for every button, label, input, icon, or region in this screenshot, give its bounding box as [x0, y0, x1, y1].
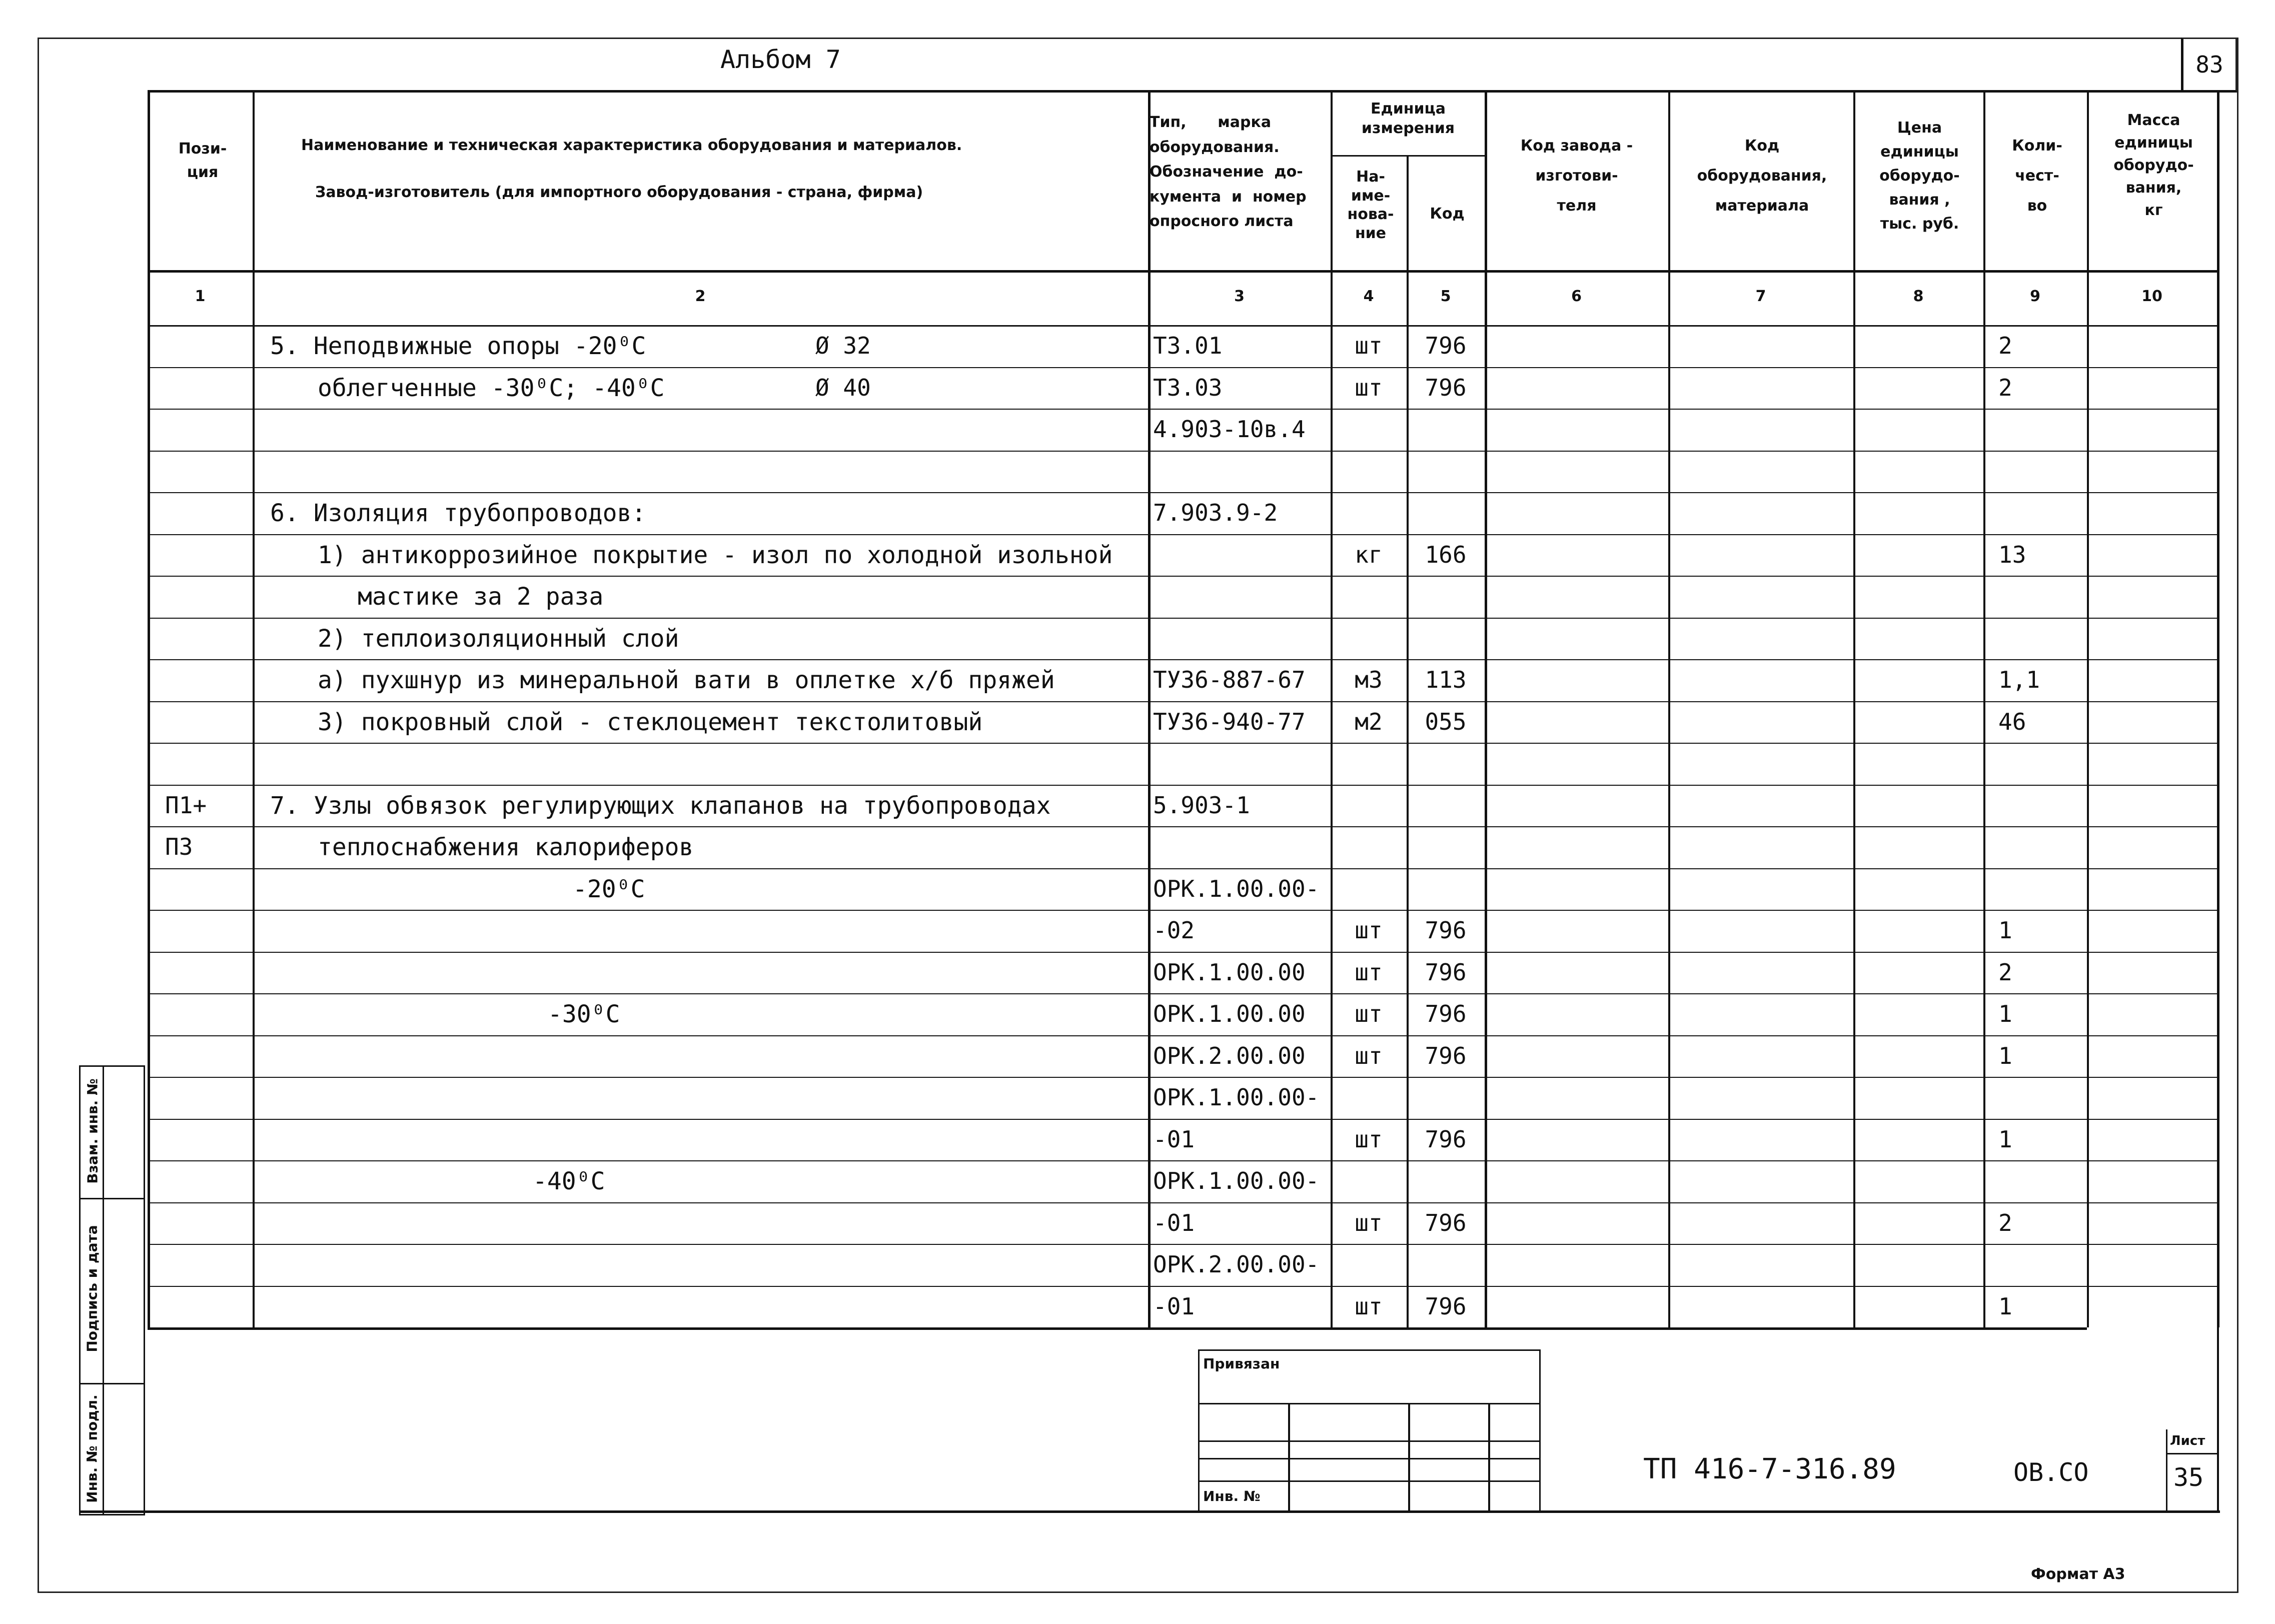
row-type: 4.903-10в.4 — [1153, 416, 1306, 443]
row-quantity: 1 — [1998, 1042, 2012, 1069]
row-unit: шт — [1355, 1209, 1383, 1236]
table-row-line — [148, 910, 2217, 911]
side-label-original-inv: Инв. № подл. — [84, 1394, 101, 1503]
table-top-border — [148, 90, 2217, 93]
row-unit: шт — [1355, 1000, 1383, 1027]
bottom-frame-line — [79, 1510, 2220, 1513]
column-number: 9 — [2030, 288, 2040, 305]
row-type: -02 — [1153, 917, 1195, 944]
row-code: 796 — [1425, 1042, 1467, 1069]
column-number: 7 — [1755, 288, 1766, 305]
page-number-text: 83 — [2195, 51, 2223, 78]
side-label-signature-date: Подпись и дата — [84, 1225, 101, 1352]
table-row-line — [148, 743, 2217, 744]
table-row-line — [148, 492, 2217, 493]
table-col-line-6 — [1668, 90, 1670, 1327]
table-row-line — [148, 785, 2217, 786]
table-row-line — [148, 826, 2217, 827]
header-unit-name: На- име- нова- ние — [1347, 168, 1394, 242]
row-quantity: 1,1 — [1998, 666, 2040, 693]
row-type: ОРК.2.00.00 — [1153, 1042, 1306, 1069]
row-quantity: 2 — [1998, 332, 2012, 359]
row-type: ТУ36-887-67 — [1153, 666, 1306, 693]
format-label: Формат А3 — [2031, 1565, 2125, 1583]
table-col-line-0 — [148, 90, 150, 1327]
table-row-line — [148, 1119, 2217, 1120]
row-name: -20⁰С — [573, 875, 645, 903]
table-row-line — [148, 1035, 2217, 1036]
doc-code: ТП 416-7-316.89 — [1643, 1453, 1896, 1485]
row-code: 113 — [1425, 666, 1467, 693]
row-quantity: 1 — [1998, 1000, 2012, 1027]
row-code: 796 — [1425, 1209, 1467, 1236]
table-col-line-9 — [2087, 90, 2089, 1327]
row-quantity: 1 — [1998, 1125, 2012, 1153]
table-row-line — [148, 367, 2217, 368]
table-row-line — [148, 993, 2217, 994]
column-number: 1 — [195, 288, 206, 305]
row-code: 796 — [1425, 1000, 1467, 1027]
row-type: -01 — [1153, 1125, 1195, 1153]
column-number: 10 — [2141, 288, 2162, 305]
column-number: 8 — [1913, 288, 1924, 305]
table-row-line — [148, 576, 2217, 577]
row-name: мастике за 2 раза — [358, 583, 604, 611]
row-unit: кг — [1355, 541, 1383, 568]
row-name: а) пухшнур из минеральной вати в оплетке х/б пряжей — [318, 666, 1055, 694]
row-name: 1) антикоррозийное покрытие - изол по холодной изольной — [318, 541, 1113, 569]
header-factory-code: Код завода - изготови- теля — [1520, 137, 1633, 215]
row-unit: шт — [1355, 332, 1383, 359]
row-type: 7.903.9-2 — [1153, 499, 1278, 526]
row-name: теплоснабжения калориферов — [318, 833, 694, 861]
row-code: 166 — [1425, 541, 1467, 568]
column-number: 3 — [1234, 288, 1245, 305]
row-type: -01 — [1153, 1292, 1195, 1320]
row-position: П1+ — [165, 791, 207, 819]
row-name: 7. Узлы обвязок регулирующих клапанов на трубопроводах — [270, 791, 1051, 820]
row-code: 796 — [1425, 1125, 1467, 1153]
right-inner-frame — [2217, 90, 2219, 1513]
sheet-label: Лист — [2170, 1433, 2205, 1448]
row-quantity: 1 — [1998, 917, 2012, 944]
doc-mark: ОВ.СО — [2013, 1458, 2089, 1487]
table-col-line-2 — [1148, 90, 1151, 1327]
row-quantity: 13 — [1998, 541, 2026, 568]
row-extra: Ø 32 — [815, 332, 871, 359]
row-type: Т3.03 — [1153, 374, 1223, 401]
row-name: облегченные -30⁰С; -40⁰С — [318, 374, 665, 402]
table-col-line-4 — [1407, 155, 1409, 1327]
row-code: 796 — [1425, 1292, 1467, 1320]
table-col-line-5 — [1485, 90, 1487, 1327]
header-name-line2: Завод-изготовитель (для импортного оборудования - страна, фирма) — [315, 184, 923, 201]
inv-label: Инв. № — [1203, 1488, 1261, 1504]
bound-vline-2 — [1408, 1403, 1410, 1510]
row-extra: Ø 40 — [815, 374, 871, 401]
table-row-line — [148, 618, 2217, 619]
row-type: ОРК.2.00.00- — [1153, 1251, 1320, 1278]
row-quantity: 1 — [1998, 1292, 2012, 1320]
row-unit: шт — [1355, 917, 1383, 944]
album-title: Альбом 7 — [720, 45, 841, 74]
column-number: 2 — [695, 288, 706, 305]
row-name: 5. Неподвижные опоры -20⁰С — [270, 332, 646, 360]
row-type: 5.903-1 — [1153, 791, 1250, 819]
sheet-number: 35 — [2173, 1463, 2204, 1492]
row-type: ОРК.1.00.00 — [1153, 958, 1306, 986]
table-row-line — [148, 1077, 2217, 1078]
row-quantity: 2 — [1998, 374, 2012, 401]
table-row-line — [148, 659, 2217, 660]
row-code: 796 — [1425, 374, 1467, 401]
side-stamp-line-1 — [79, 1198, 145, 1199]
table-header-bottom — [148, 270, 2217, 273]
row-type: ОРК.1.00.00 — [1153, 1000, 1306, 1027]
header-mass: Масса единицы оборудо- вания, кг — [2113, 112, 2194, 219]
row-unit: м2 — [1355, 708, 1383, 735]
row-type: ОРК.1.00.00- — [1153, 875, 1320, 902]
table-col-line-8 — [1983, 90, 1985, 1327]
row-unit: шт — [1355, 958, 1383, 986]
header-name-line1: Наименование и техническая характеристика оборудования и материалов. — [301, 137, 962, 154]
row-code: 796 — [1425, 917, 1467, 944]
bound-label: Привязан — [1203, 1355, 1280, 1372]
row-type: ОРК.1.00.00- — [1153, 1084, 1320, 1111]
table-colnum-bottom — [148, 325, 2217, 327]
row-quantity: 46 — [1998, 708, 2026, 735]
row-unit: м3 — [1355, 666, 1383, 693]
table-row-line — [148, 409, 2217, 410]
header-position: Пози- ция — [178, 140, 227, 181]
row-code: 055 — [1425, 708, 1467, 735]
table-bottom-border — [148, 1327, 2087, 1330]
sheet-box-line — [2166, 1453, 2218, 1454]
row-unit: шт — [1355, 1125, 1383, 1153]
unit-group-subline — [1331, 155, 1485, 157]
table-row-line — [148, 868, 2217, 869]
table-col-line-7 — [1853, 90, 1855, 1327]
column-number: 5 — [1440, 288, 1451, 305]
table-row-line — [148, 1286, 2217, 1287]
column-number: 4 — [1363, 288, 1374, 305]
row-quantity: 2 — [1998, 1209, 2012, 1236]
header-equipment-code: Код оборудования, материала — [1697, 137, 1827, 215]
row-type: ОРК.1.00.00- — [1153, 1167, 1320, 1194]
column-number: 6 — [1571, 288, 1582, 305]
table-row-line — [148, 1244, 2217, 1245]
header-unit-code: Код — [1430, 205, 1465, 223]
bound-vline-3 — [1488, 1403, 1490, 1510]
row-type: Т3.01 — [1153, 332, 1223, 359]
row-name: 2) теплоизоляционный слой — [318, 624, 679, 653]
header-quantity: Коли- чест- во — [2012, 137, 2062, 215]
table-col-line-1 — [253, 90, 255, 1327]
header-unit-group: Единица измерения — [1361, 100, 1455, 137]
page-number — [2181, 38, 2237, 93]
row-type: ТУ36-940-77 — [1153, 708, 1306, 735]
row-name: -40⁰С — [533, 1167, 605, 1195]
row-type: -01 — [1153, 1209, 1195, 1236]
table-row-line — [148, 1202, 2217, 1203]
row-name: 6. Изоляция трубопроводов: — [270, 499, 646, 527]
table-row-line — [148, 701, 2217, 702]
table-row-line — [148, 952, 2217, 953]
table-row-line — [148, 1160, 2217, 1161]
row-unit: шт — [1355, 374, 1383, 401]
row-position: П3 — [165, 833, 193, 860]
bound-vline-1 — [1288, 1403, 1290, 1510]
table-row-line — [148, 534, 2217, 535]
side-label-replace-inv: Взам. инв. № — [84, 1078, 101, 1184]
row-name: -30⁰С — [548, 1000, 620, 1028]
row-quantity: 2 — [1998, 958, 2012, 986]
row-code: 796 — [1425, 332, 1467, 359]
row-name: 3) покровный слой - стеклоцемент текстолитовый — [318, 708, 983, 736]
header-type: Тип, марка оборудования. Обозначение до- кумента и номер опросного листа — [1150, 114, 1307, 230]
row-unit: шт — [1355, 1042, 1383, 1069]
table-row-line — [148, 451, 2217, 452]
header-price: Цена единицы оборудо- вания , тыс. руб. — [1879, 119, 1960, 233]
row-code: 796 — [1425, 958, 1467, 986]
row-unit: шт — [1355, 1292, 1383, 1320]
